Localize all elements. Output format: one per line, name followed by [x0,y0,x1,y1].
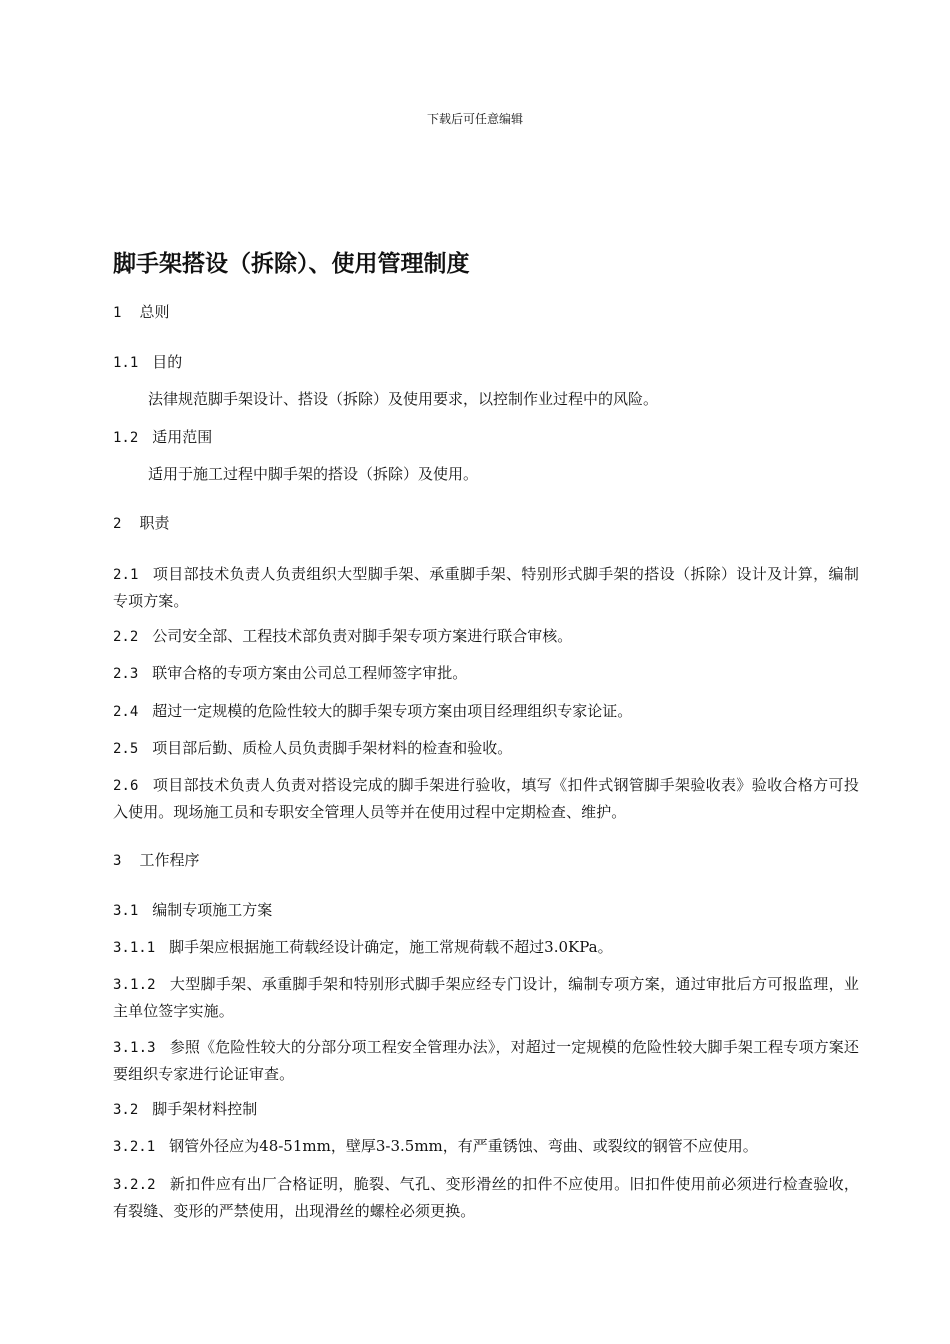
clause-number: 2.1 [113,567,139,583]
clause-number: 3.2.2 [113,1177,156,1193]
section-number: 1 [113,305,122,321]
clause-text: 公司安全部、工程技术部负责对脚手架专项方案进行联合审核。 [152,627,573,645]
section-number: 3.2 [113,1102,139,1118]
clause-paragraph [113,561,859,614]
clause-paragraph [113,1034,859,1087]
clause-paragraph [113,623,859,650]
clause-number: 2.2 [113,629,139,645]
section-number: 1.1 [113,355,139,371]
section-number: 2 [113,516,122,532]
section-text: 职责 [139,514,170,532]
subsection-heading [113,349,859,376]
clause-number: 3.2.1 [113,1139,156,1155]
section-heading [113,847,859,874]
subsection-heading [113,424,859,451]
clause-text: 项目部技术负责人负责对搭设完成的脚手架进行验收，填写《扣件式钢管脚手架验收表》验收合格方可投入使用。现场施工员和专职安全管理人员等并在使用过程中定期检查、维护。 [113,776,859,821]
section-text: 脚手架材料控制 [152,1100,258,1118]
section-text: 工作程序 [139,851,200,869]
clause-number: 2.6 [113,778,139,794]
clause-text: 超过一定规模的危险性较大的脚手架专项方案由项目经理组织专家论证。 [152,702,633,720]
clause-paragraph [113,1171,859,1224]
body-paragraph [148,461,859,487]
clause-number: 3.1.1 [113,940,156,956]
section-text: 目的 [152,353,183,371]
clause-number: 2.5 [113,741,139,757]
clause-text: 钢管外径应为48-51mm，壁厚3-3.5mm，有严重锈蚀、弯曲、或裂纹的钢管不应使用。 [169,1137,758,1155]
clause-number: 2.3 [113,666,139,682]
clause-paragraph [113,934,859,961]
page-header: 下载后可任意编辑 [426,112,523,126]
section-text: 总则 [139,303,170,321]
document-title: 脚手架搭设（拆除）、使用管理制度 [113,251,470,277]
clause-text: 联审合格的专项方案由公司总工程师签字审批。 [152,664,468,682]
subsection-heading [113,897,859,924]
clause-number: 3.1.2 [113,977,156,993]
clause-text: 新扣件应有出厂合格证明，脆裂、气孔、变形滑丝的扣件不应使用。旧扣件使用前必须进行检查验收，有裂缝、变形的严禁使用，出现滑丝的螺栓必须更换。 [113,1175,859,1220]
section-text: 适用范围 [152,428,213,446]
clause-paragraph [113,698,859,725]
clause-text: 项目部后勤、质检人员负责脚手架材料的检查和验收。 [152,739,513,757]
clause-paragraph [113,1133,859,1160]
clause-number: 3.1.3 [113,1040,156,1056]
clause-text: 脚手架应根据施工荷载经设计确定，施工常规荷载不超过3.0KPa。 [169,938,613,956]
clause-paragraph [113,660,859,687]
section-number: 1.2 [113,430,139,446]
body-paragraph [148,386,859,412]
section-number: 3.1 [113,903,139,919]
clause-paragraph [113,971,859,1024]
clause-number: 2.4 [113,704,139,720]
clause-text: 大型脚手架、承重脚手架和特别形式脚手架应经专门设计，编制专项方案，通过审批后方可报监理，业主单位签字实施。 [113,975,859,1020]
section-number: 3 [113,853,122,869]
paragraph-text: 适用于施工过程中脚手架的搭设（拆除）及使用。 [148,465,479,483]
clause-text: 项目部技术负责人负责组织大型脚手架、承重脚手架、特别形式脚手架的搭设（拆除）设计及计算，编制专项方案。 [113,565,859,610]
clause-text: 参照《危险性较大的分部分项工程安全管理办法》，对超过一定规模的危险性较大脚手架工程专项方案还要组织专家进行论证审查。 [113,1038,859,1083]
clause-paragraph [113,772,859,825]
section-text: 编制专项施工方案 [152,901,273,919]
paragraph-text: 法律规范脚手架设计、搭设（拆除）及使用要求，以控制作业过程中的风险。 [148,390,659,408]
section-heading [113,510,859,537]
clause-paragraph [113,735,859,762]
subsection-heading [113,1096,859,1123]
section-heading [113,299,859,326]
